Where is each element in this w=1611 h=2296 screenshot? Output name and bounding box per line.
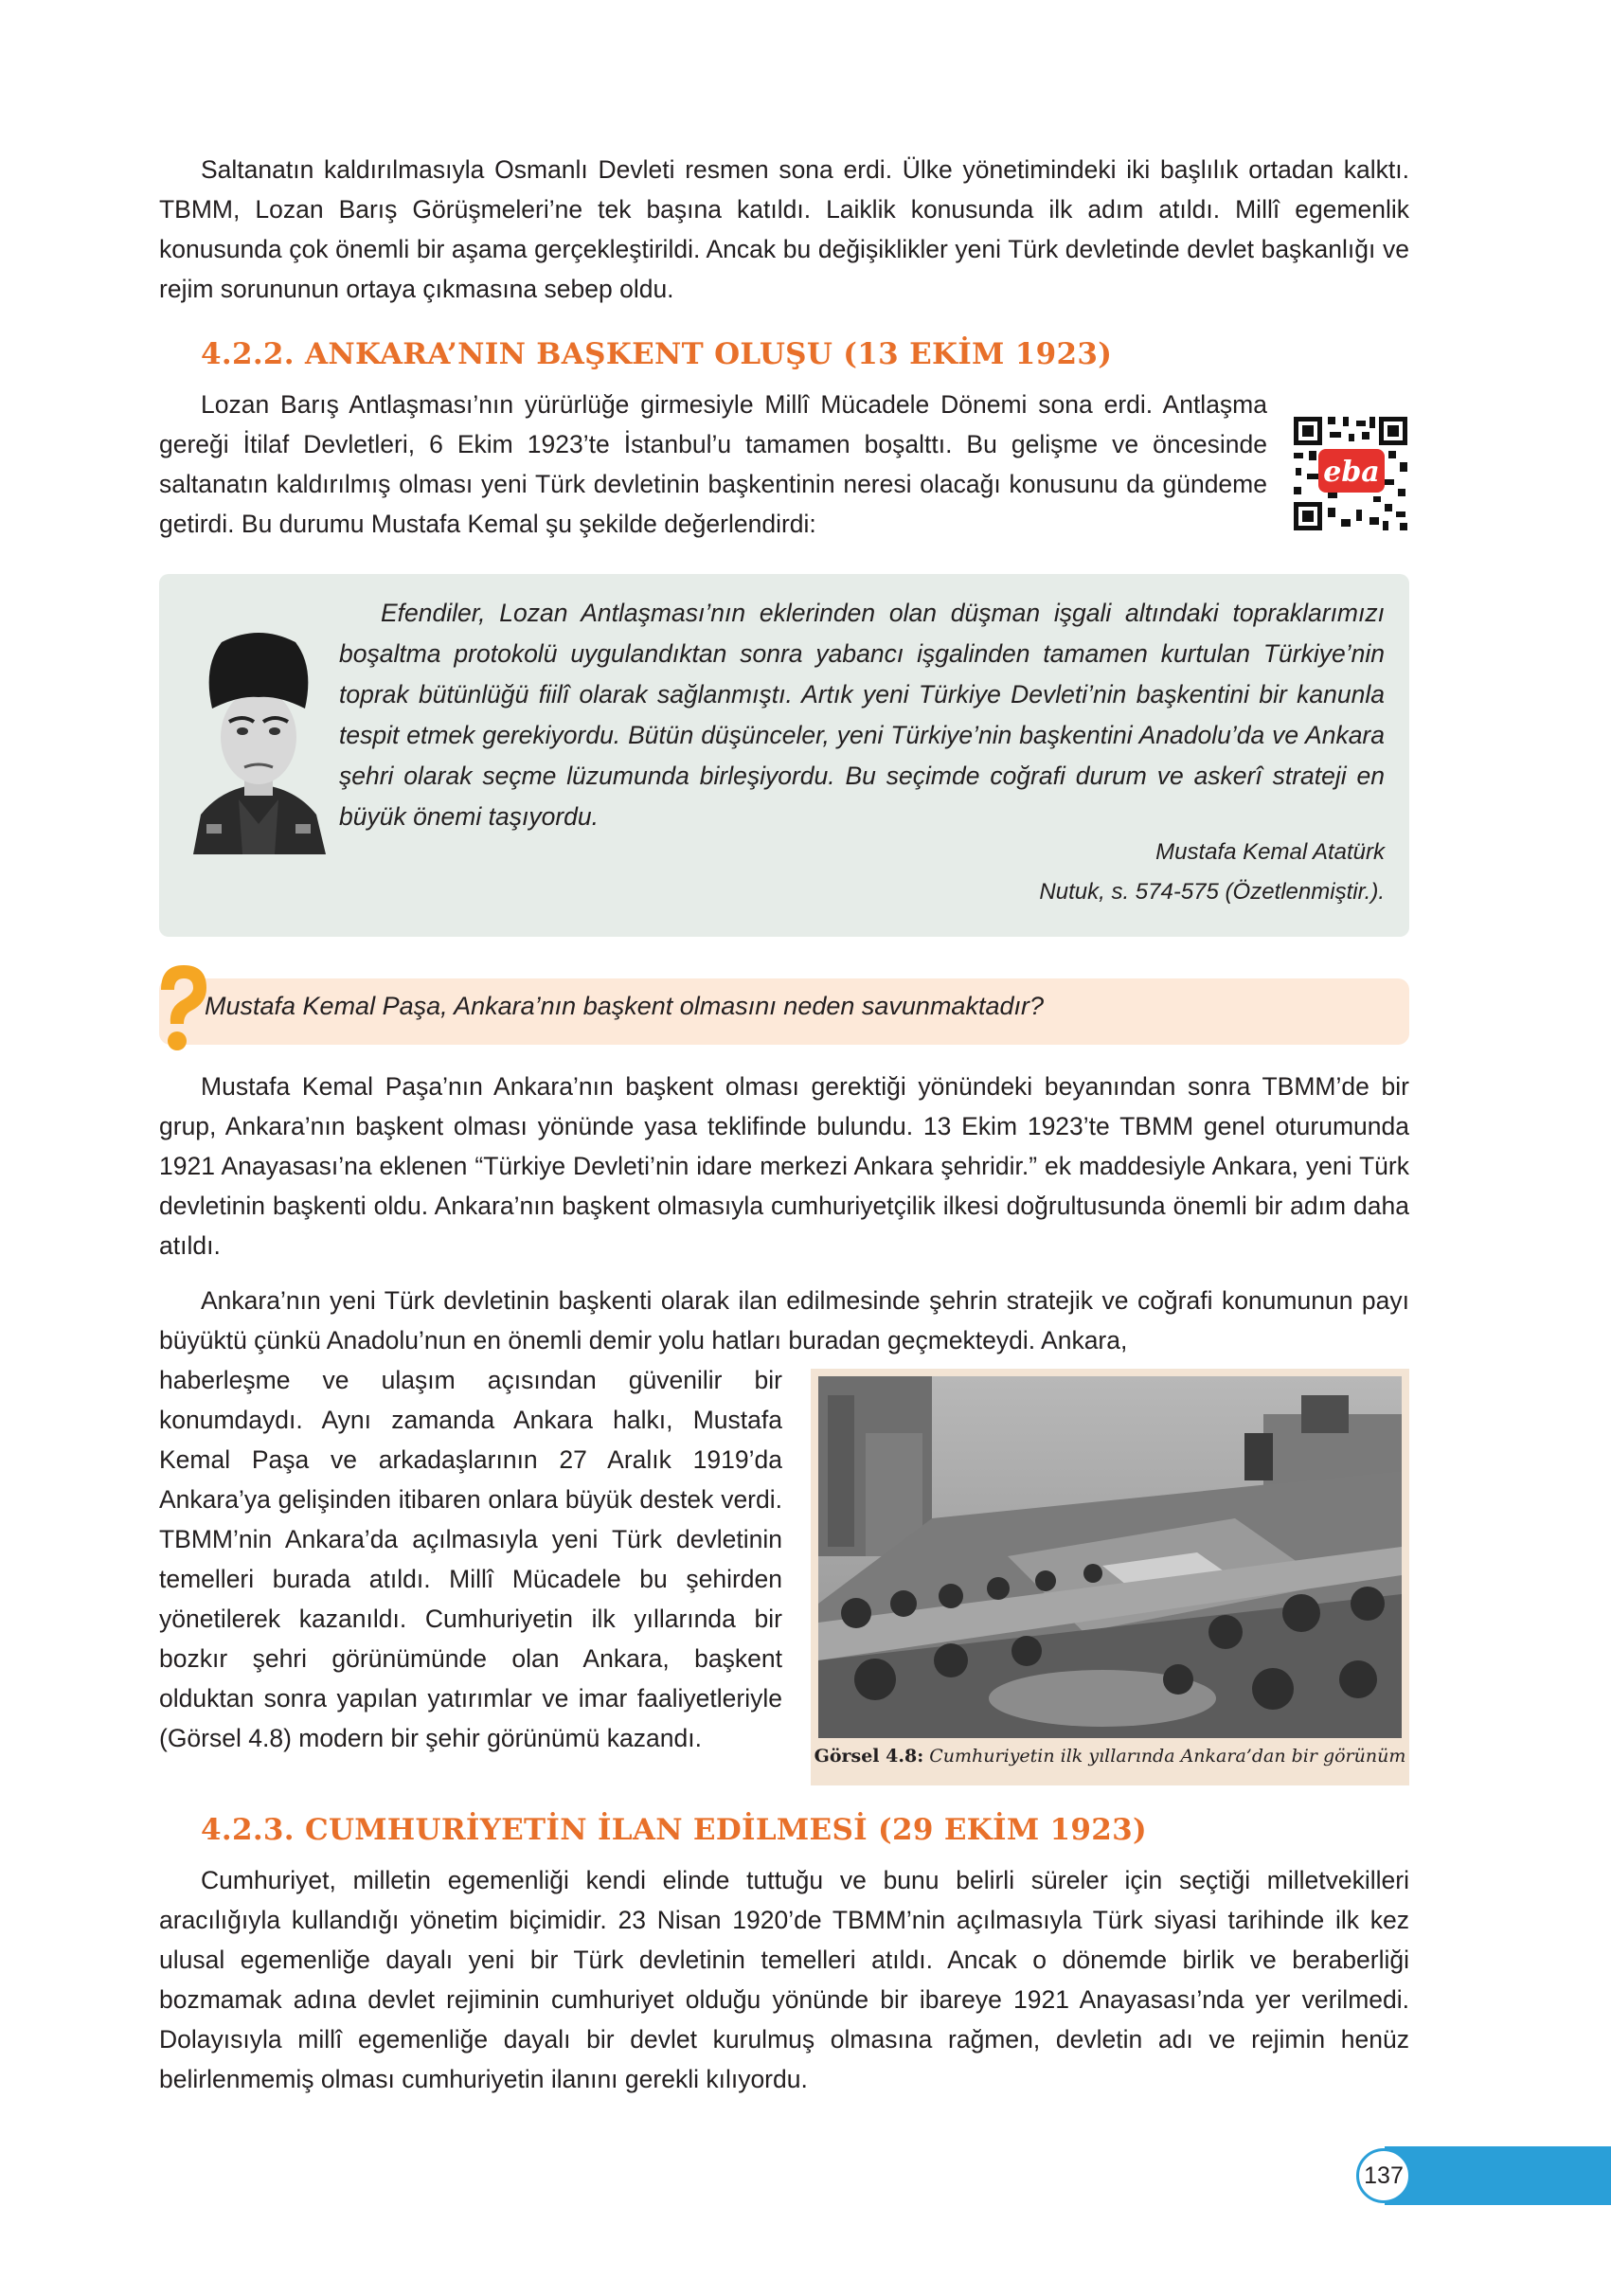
figure-caption-text: Cumhuriyetin ilk yıllarında Ankara’dan bir görünüm: [929, 1746, 1406, 1767]
ataturk-portrait-icon: [184, 629, 333, 854]
paragraph-republic: Cumhuriyet, milletin egemenliği kendi elinde tuttuğu ve bunu belirli süreler için seçtiği milletvekilleri aracılığıyla kullandığı yönetim biçimidir. 23 Nisan 1920’de TBMM’nin açılmasıyla Türk siyasi tarihinde ilk kez ulusal egemenliğe dayalı yeni bir Türk devletinin temelleri atıldı. Ancak o dönemde birlik ve beraberliği bozmamak adına devlet rejiminin cumhuriyet olduğu yönünde bir ibareye 1921 Anayasası’nda yer verilmedi. Dolayısıyla millî egemenliğe dayalı bir devlet kurulmuş olmasına rağmen, devletin adı ve rejimin henüz belirlenmemiş olması cumhuriyetin ilanını gerekli kılıyordu.: [159, 1866, 1409, 2093]
question-text: Mustafa Kemal Paşa, Ankara’nın başkent olmasını neden savunmaktadır?: [205, 992, 1044, 1020]
quote-author: Mustafa Kemal Atatürk: [1155, 839, 1385, 865]
qr-code-icon[interactable]: [1290, 413, 1411, 534]
question-mark-icon: [152, 961, 210, 1054]
quote-box: [159, 574, 1409, 937]
ankara-city-photo: [818, 1376, 1402, 1738]
figure-caption: [811, 1746, 1409, 1767]
paragraph-ankara-law: Mustafa Kemal Paşa’nın Ankara’nın başkent olması gerektiği yönündeki beyanından sonra TBMM’de bir grup, Ankara’nın başkent olması yönünde yasa teklifinde bulundu. 13 Ekim 1923’te TBMM genel oturumunda 1921 Anayasası’na eklenen “Türkiye Devleti’nin idare merkezi Ankara şehridir.” ek maddesiyle Ankara, yeni Türk devletinin başkenti oldu. Ankara’nın başkent olmasıyla cumhuriyetçilik ilkesi doğrultusunda önemli bir adım daha atıldı.: [159, 1072, 1409, 1260]
paragraph-saltanat: Saltanatın kaldırılmasıyla Osmanlı Devleti resmen sona erdi. Ülke yönetimindeki iki başlılık ortadan kalktı. TBMM, Lozan Barış Görüşmeleri’ne tek başına katıldı. Laiklik konusunda ilk adım atıldı. Millî egemenlik konusunda çok önemli bir aşama gerçekleştirildi. Ancak bu değişiklikler yeni Türk devletinde devlet başkanlığı ve rejim sorununun ortaya çıkmasına sebep oldu.: [159, 155, 1409, 303]
paragraph-ankara-modern: haberleşme ve ulaşım açısından güvenilir bir konumdaydı. Aynı zamanda Ankara halkı, Mustafa Kemal Paşa ve arkadaşlarının 27 Aralık 1919’da Ankara’ya gelişinden itibaren onlara büyük destek verdi. TBMM’nin Ankara’da açılmasıyla yeni Türk devletinin temelleri burada atıldı. Millî Mücadele bu şehirden yönetilerek kazanıldı. Cumhuriyetin ilk yıllarında bir bozkır şehri görünümünde olan Ankara, başkent olduktan sonra yapılan yatırımlar ve imar faaliyetleriyle (Görsel 4.8) modern bir şehir görünümü kazandı.: [159, 1366, 782, 1752]
figure-label: Görsel 4.8:: [814, 1746, 924, 1767]
section-heading-ankara-capital: 4.2.2. ANKARA’NIN BAŞKENT OLUŞU (13 EKİM 1923): [201, 337, 1113, 371]
quote-text: Efendiler, Lozan Antlaşması’nın eklerinden olan düşman işgali altındaki topraklarımızı boşaltma protokolü uygulandıktan sonra yabancı işgalinden tamamen kurtulan Türkiye’nin toprak bütünlüğü fiilî olarak sağlanmıştı. Artık yeni Türkiye Devleti’nin başkentini bir kanunla tespit etmek gerekiyordu. Bütün düşünceler, yeni Türkiye’nin başkentini Anadolu’da ve Ankara şehri olarak seçme lüzumunda birleşiyordu. Bu seçimde coğrafi durum ve askerî strateji en büyük önemi taşıyordu.: [339, 599, 1385, 831]
quote-source: Nutuk, s. 574-575 (Özetlenmiştir.).: [1039, 879, 1385, 905]
page-number-bar: [1385, 2146, 1611, 2205]
paragraph-lozan: Lozan Barış Antlaşması’nın yürürlüğe girmesiyle Millî Mücadele Dönemi sona erdi. Antlaşma gereği İtilaf Devletleri, 6 Ekim 1923’te İstanbul’u tamamen boşalttı. Bu gelişme ve öncesinde saltanatın kaldırılmış olması yeni Türk devletinin başkentinin neresi olacağı konusunu da gündeme getirdi. Bu durumu Mustafa Kemal şu şekilde değerlendirdi:: [159, 390, 1267, 538]
figure-ankara-photo: [811, 1369, 1409, 1785]
section-heading-republic: 4.2.3. CUMHURİYETİN İLAN EDİLMESİ (29 EKİM 1923): [201, 1813, 1147, 1847]
page-number: 137: [1356, 2148, 1411, 2203]
paragraph-ankara-strategy: Ankara’nın yeni Türk devletinin başkenti olarak ilan edilmesinde şehrin stratejik ve coğrafi konumunun payı büyüktü çünkü Anadolu’nun en önemli demir yolu hatları buradan geçmekteydi. Ankara,: [159, 1286, 1409, 1354]
eba-logo-text: eba: [1323, 456, 1380, 489]
question-box: [159, 978, 1409, 1045]
